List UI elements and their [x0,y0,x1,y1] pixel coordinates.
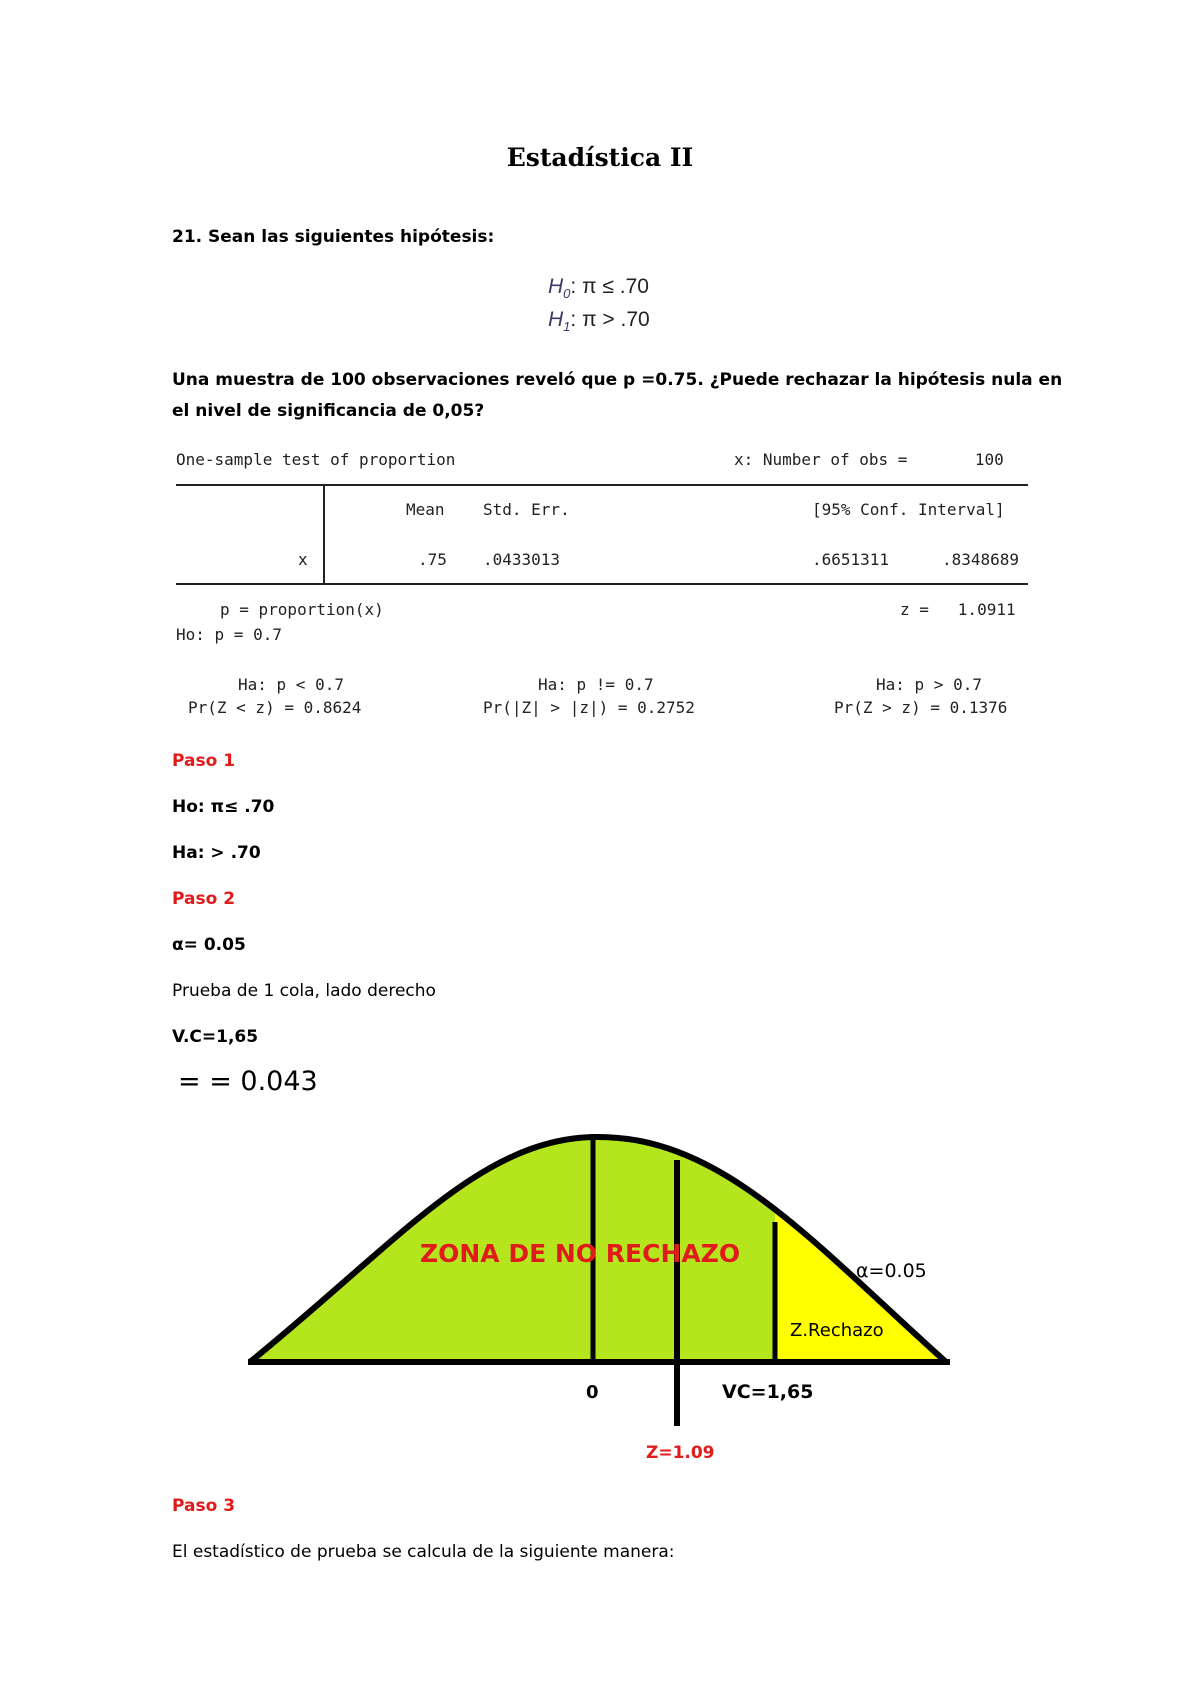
stata-header-right: x: Number of obs = 100 [734,450,1004,469]
stata-row-stderr: .0433013 [483,550,561,569]
h0-symbol: H [548,275,564,298]
alpha-label: α=0.05 [856,1260,927,1282]
alpha-text: α= 0.05 [172,935,246,955]
paso-2-prueba: Prueba de 1 cola, lado derecho [172,981,436,1001]
acceptance-region [240,1100,775,1370]
paso-2-heading: Paso 2 [172,889,236,909]
critical-value-label: VC=1,65 [722,1381,814,1403]
stata-pr-right: Pr(Z > z) = 0.1376 [834,698,1008,717]
h0-subscript: 0 [563,286,571,302]
stata-ho: Ho: p = 0.7 [176,625,282,644]
stata-col-stderr: Std. Err. [483,500,570,519]
z-value-label: Z=1.09 [646,1443,715,1463]
stata-pr-mid: Pr(|Z| > |z|) = 0.2752 [483,698,695,717]
stata-p-def: p = proportion(x) [220,600,384,619]
paso-2-vc: V.C=1,65 [172,1027,259,1047]
stata-row-ci-high: .8348689 [942,550,1020,569]
zero-label: 0 [586,1382,599,1403]
stata-row-mean: .75 [418,550,447,569]
paso-3-heading: Paso 3 [172,1496,236,1516]
h1-subscript: 1 [563,319,571,335]
stata-pr-left: Pr(Z < z) = 0.8624 [188,698,362,717]
stata-ha-mid: Ha: p != 0.7 [538,675,654,694]
standard-error-formula: = = 0.043 [178,1066,318,1097]
h0-rest: : π ≤ .70 [570,275,649,298]
statement-line-2: el nivel de significancia de 0,05? [172,401,485,421]
paso-1-ha: Ha: > .70 [172,843,261,863]
stata-row-ci-low: .6651311 [812,550,890,569]
h1-rest: : π > .70 [570,308,650,331]
problem-heading: 21. Sean las siguientes hipótesis: [172,227,495,247]
statement-line-1: Una muestra de 100 observaciones reveló que p =0.75. ¿Puede rechazar la hipótesis nula en [172,370,1063,390]
paso-1-heading: Paso 1 [172,751,236,771]
rejection-zone-label: Z.Rechazo [790,1320,884,1341]
stata-z-stat: z = 1.0911 [900,600,1016,619]
paso-1-ho: Ho: π≤ .70 [172,797,275,817]
paso-3-text: El estadístico de prueba se calcula de la siguiente manera: [172,1542,675,1562]
h1-symbol: H [548,308,564,331]
stata-ha-right: Ha: p > 0.7 [876,675,982,694]
stata-row-var: x [298,550,308,569]
page-title: Estadística II [506,143,694,172]
stata-ha-left: Ha: p < 0.7 [238,675,344,694]
zona-no-rechazo-label: ZONA DE NO RECHAZO [420,1239,741,1268]
stata-col-ci: [95% Conf. Interval] [812,500,1005,519]
stata-header-left: One-sample test of proportion [176,450,456,469]
stata-col-mean: Mean [406,500,445,519]
